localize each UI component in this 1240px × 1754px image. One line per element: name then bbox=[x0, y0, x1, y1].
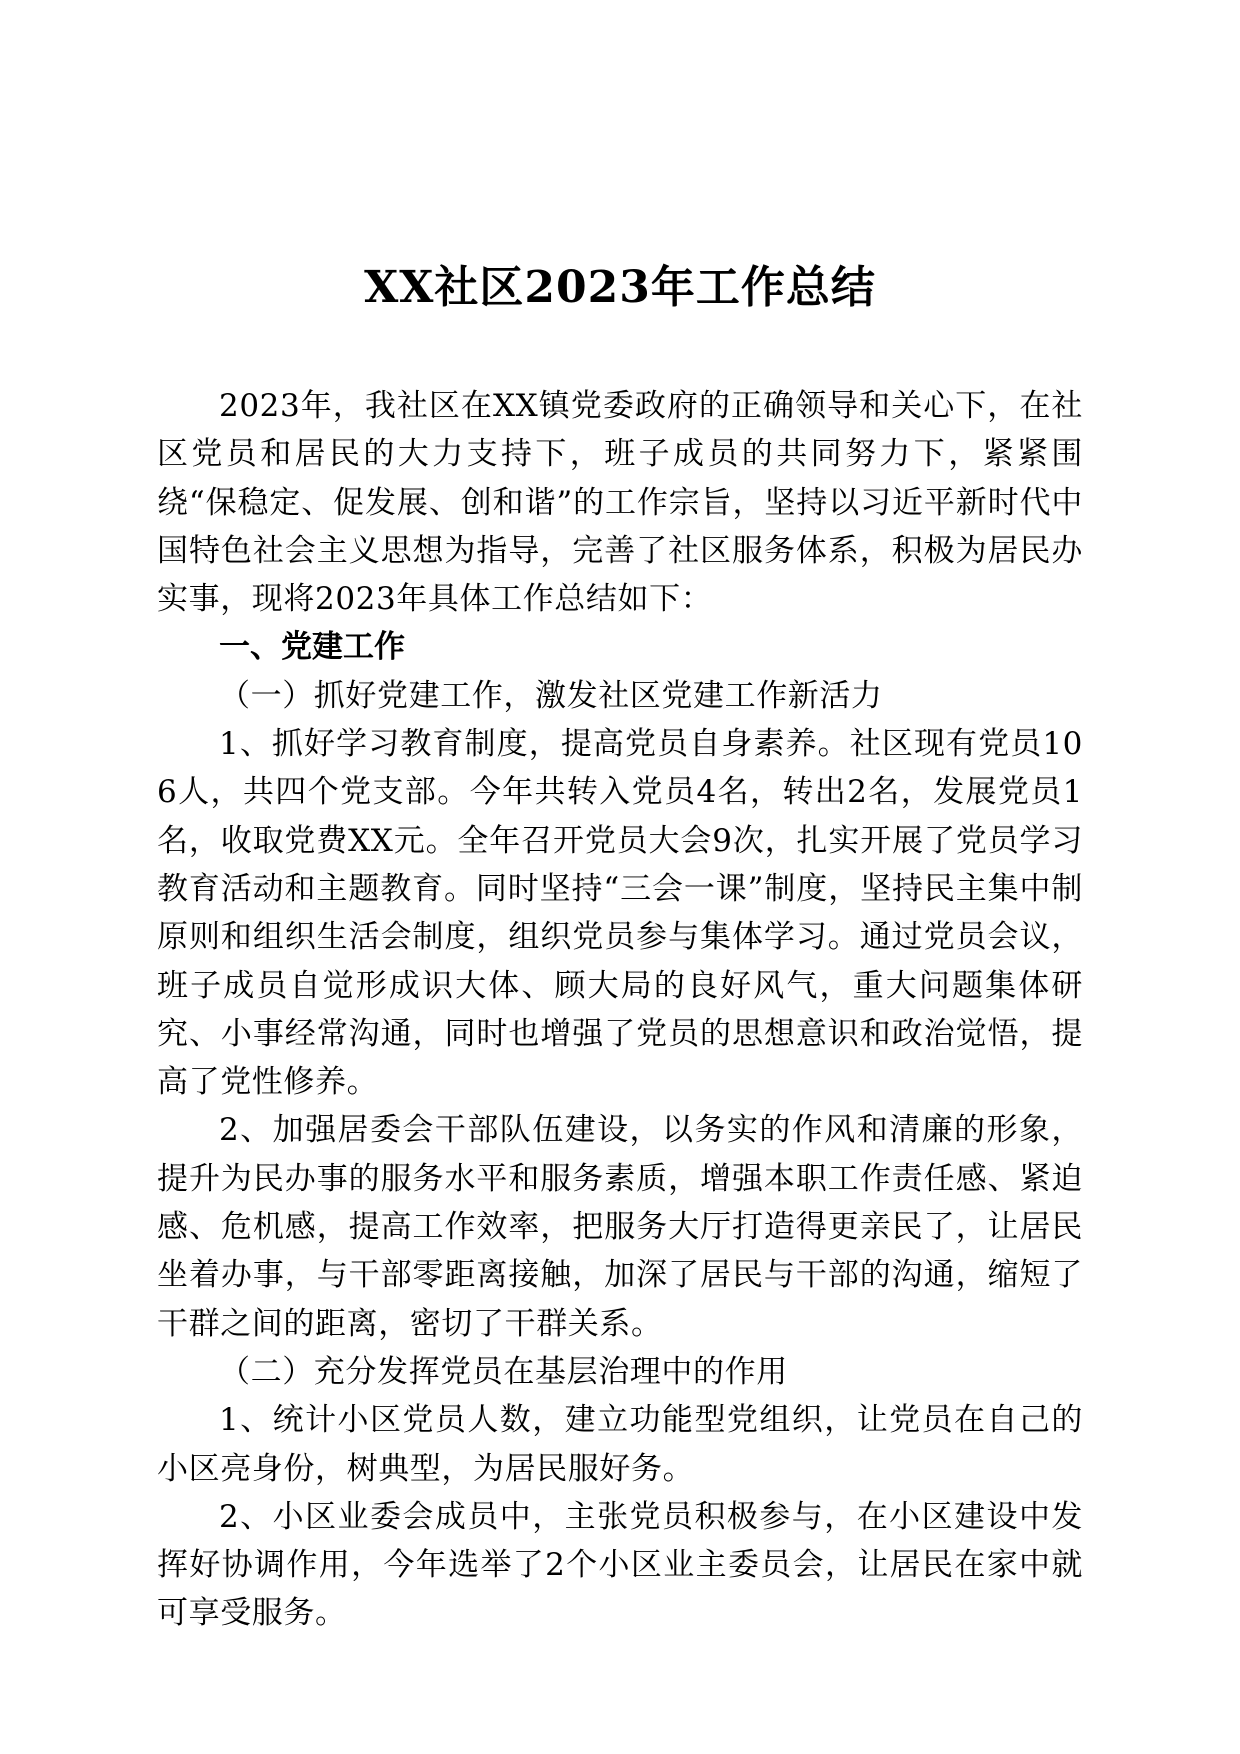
subsection-heading-2: （二）充分发挥党员在基层治理中的作用 bbox=[219, 1353, 788, 1390]
paragraph-owners-committee: 2、小区业委会成员中，主张党员积极参与，在小区建设中发挥好协调作用，今年选举了2个小区业主委员会，让居民在家中就可享受服务。 bbox=[157, 1498, 1083, 1632]
intro-paragraph: 2023年，我社区在XX镇党委政府的正确领导和关心下，在社区党员和居民的大力支持下，班子成员的共同努力下，紧紧围绕“保稳定、促发展、创和谐”的工作宗旨，坚持以习近平新时代中国特色社会主义思想为指导，完善了社区服务体系，积极为居民办实事，现将2023年具体工作总结如下： bbox=[157, 388, 1083, 618]
document-body bbox=[157, 382, 1083, 1638]
subsection-heading-1: （一）抓好党建工作，激发社区党建工作新活力 bbox=[219, 677, 883, 714]
section-heading-party-building: 一、党建工作 bbox=[219, 629, 405, 666]
paragraph-party-members-count: 1、统计小区党员人数，建立功能型党组织，让党员在自己的小区亮身份，树典型，为居民服好务。 bbox=[157, 1402, 1083, 1487]
document-title: XX社区2023年工作总结 bbox=[364, 262, 876, 313]
paragraph-study-education: 1、抓好学习教育制度，提高党员自身素养。社区现有党员106人，共四个党支部。今年共转入党员4名，转出2名，发展党员1名，收取党费XX元。全年召开党员大会9次，扎实开展了党员学习教育活动和主题教育。同时坚持“三会一课”制度，坚持民主集中制原则和组织生活会制度，组织党员参与集体学习。通过党员会议，班子成员自觉形成识大体、顾大局的良好风气，重大问题集体研究、小事经常沟通，同时也增强了党员的思想意识和政治觉悟，提高了党性修养。 bbox=[157, 726, 1083, 1101]
paragraph-cadre-team: 2、加强居委会干部队伍建设，以务实的作风和清廉的形象，提升为民办事的服务水平和服务素质，增强本职工作责任感、紧迫感、危机感，提高工作效率，把服务大厅打造得更亲民了，让居民坐着办事，与干部零距离接触，加深了居民与干部的沟通，缩短了干群之间的距离，密切了干群关系。 bbox=[157, 1112, 1083, 1342]
